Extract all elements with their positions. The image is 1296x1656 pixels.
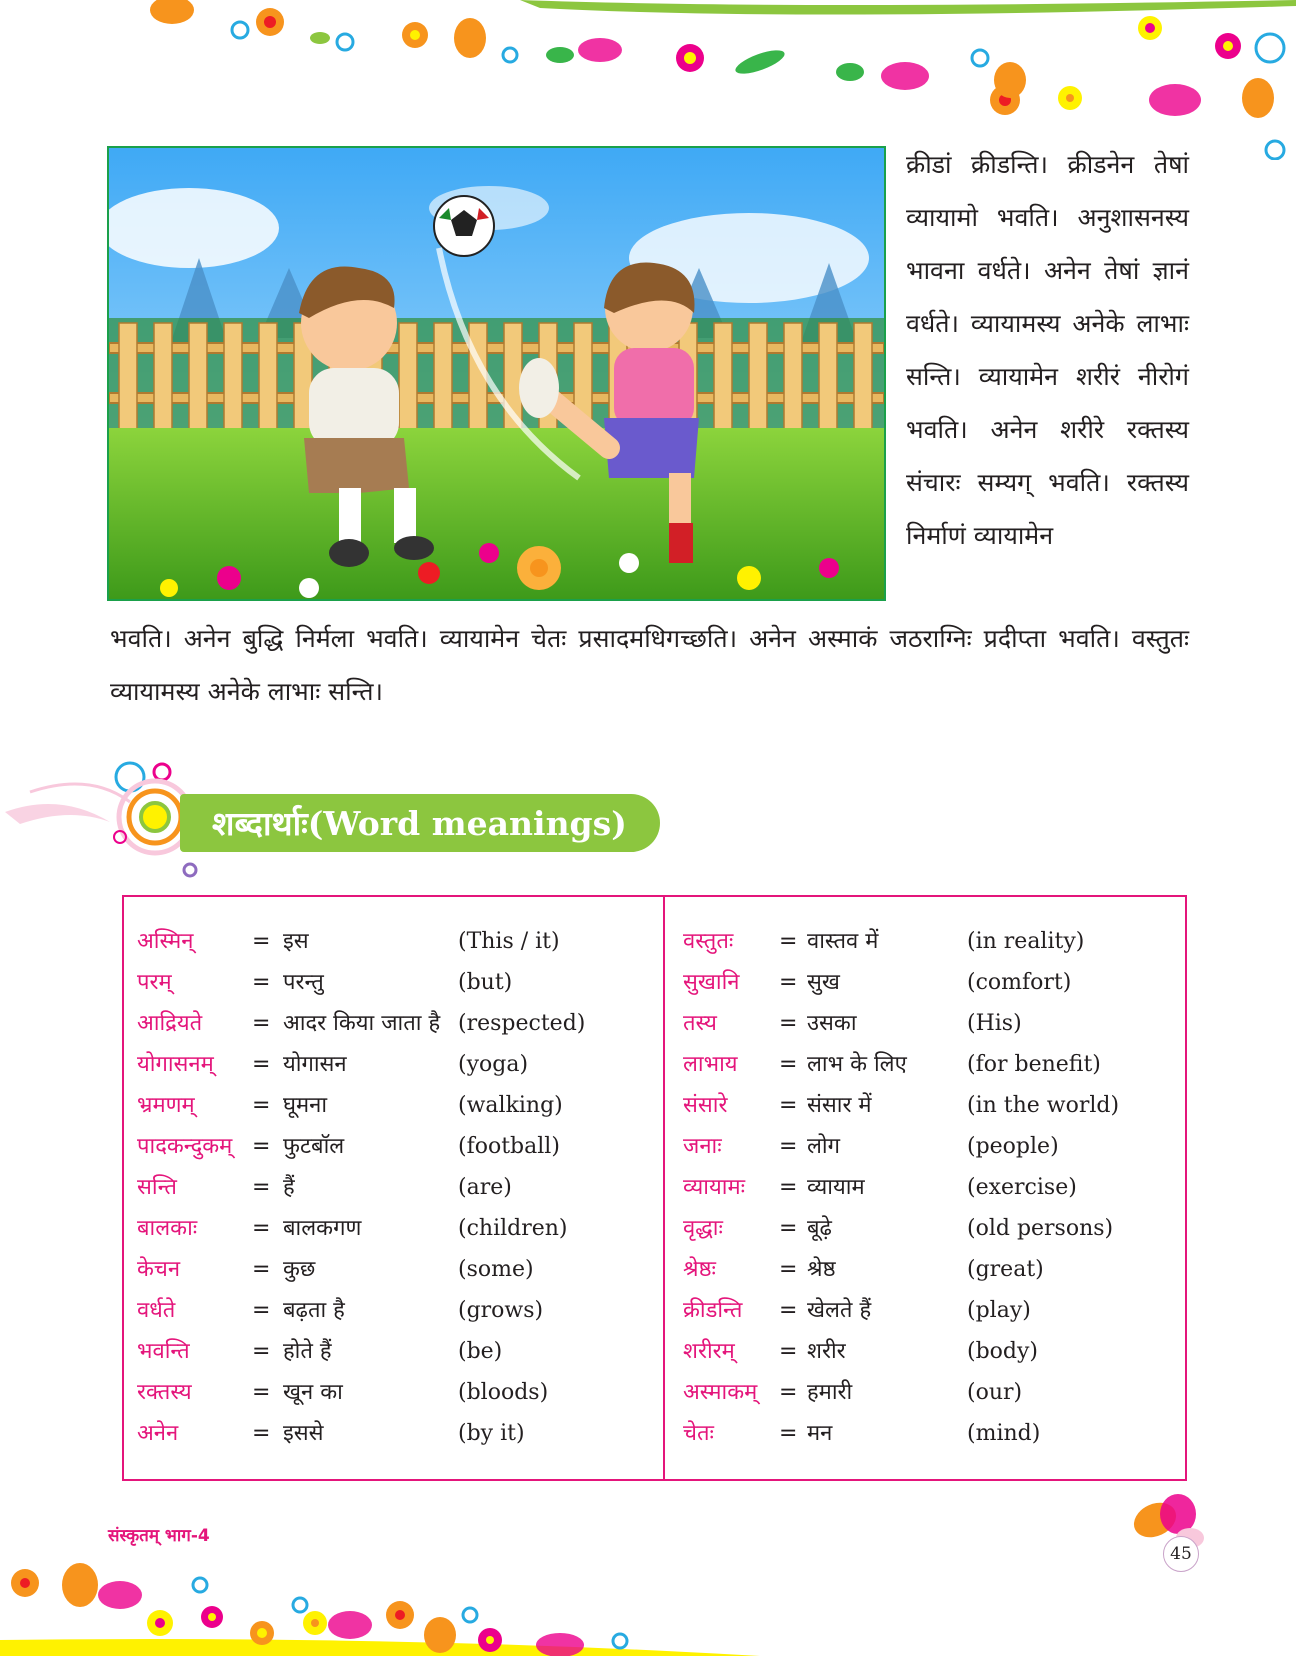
glossary-row — [137, 1413, 657, 1454]
equals-sign: = — [779, 1298, 798, 1323]
equals-sign: = — [252, 1257, 271, 1282]
hindi-meaning: संसार में — [807, 1093, 872, 1118]
sanskrit-word: लाभाय — [683, 1052, 738, 1077]
equals-sign: = — [779, 1216, 798, 1241]
sanskrit-word: भ्रमणम् — [137, 1093, 195, 1118]
hindi-meaning: हमारी — [807, 1380, 853, 1405]
hindi-meaning: बालकगण — [283, 1216, 362, 1241]
glossary-row — [683, 1126, 1183, 1167]
paragraph-text-side: क्रीडां क्रीडन्ति। क्रीडनेन तेषां व्यायामो भवति। अनुशासनस्य भावना वर्धते। अनेन तेषां ज्ञानं वर्धते। व्यायामस्य अनेके लाभाः सन्ति। व्यायामेन शरीरं नीरोगं भवति। अनेन शरीरे रक्तस्य संचारः सम्यग् भवति। रक्तस्य निर्माणं व्यायामेन — [906, 150, 1189, 550]
sanskrit-word: वृद्धाः — [683, 1216, 723, 1241]
english-meaning: (bloods) — [458, 1380, 549, 1405]
hindi-meaning: बढ़ता है — [283, 1298, 345, 1323]
hindi-meaning: मन — [807, 1421, 833, 1446]
hindi-meaning: सुख — [807, 970, 840, 995]
hindi-meaning: हैं — [283, 1175, 295, 1200]
glossary-row — [683, 1249, 1183, 1290]
sanskrit-word: वस्तुतः — [683, 929, 734, 954]
english-meaning: (comfort) — [967, 970, 1072, 995]
equals-sign: = — [779, 1093, 798, 1118]
sanskrit-word: चेतः — [683, 1421, 714, 1446]
hindi-meaning: कुछ — [283, 1257, 316, 1282]
hindi-meaning: खून का — [283, 1380, 343, 1405]
hindi-meaning: घूमना — [283, 1093, 328, 1118]
equals-sign: = — [779, 1339, 798, 1364]
english-meaning: (play) — [967, 1298, 1031, 1323]
english-meaning: (grows) — [458, 1298, 544, 1323]
hindi-meaning: खेलते हैं — [807, 1298, 872, 1323]
glossary-row — [137, 1003, 657, 1044]
equals-sign: = — [779, 1052, 798, 1077]
sanskrit-word: क्रीडन्ति — [683, 1298, 743, 1323]
equals-sign: = — [252, 1380, 271, 1405]
hindi-meaning: लाभ के लिए — [807, 1052, 907, 1077]
sanskrit-word: योगासनम् — [137, 1052, 214, 1077]
equals-sign: = — [252, 1052, 271, 1077]
equals-sign: = — [779, 1421, 798, 1446]
equals-sign: = — [252, 970, 271, 995]
equals-sign: = — [252, 1298, 271, 1323]
glossary-row — [137, 1290, 657, 1331]
glossary-row — [137, 1249, 657, 1290]
equals-sign: = — [252, 1339, 271, 1364]
hindi-meaning: लोग — [807, 1134, 841, 1159]
english-meaning: (football) — [458, 1134, 560, 1159]
equals-sign: = — [779, 1380, 798, 1405]
equals-sign: = — [779, 1134, 798, 1159]
english-meaning: (His) — [967, 1011, 1022, 1036]
sanskrit-word: तस्य — [683, 1011, 717, 1036]
sanskrit-word: आद्रियते — [137, 1011, 203, 1036]
glossary-row — [683, 1085, 1183, 1126]
sanskrit-word: व्यायामः — [683, 1175, 746, 1200]
english-meaning: (walking) — [458, 1093, 563, 1118]
hindi-meaning: फुटबॉल — [283, 1134, 345, 1159]
hindi-meaning: शरीर — [807, 1339, 846, 1364]
hindi-meaning: श्रेष्ठ — [807, 1257, 836, 1282]
sanskrit-word: केचन — [137, 1257, 181, 1282]
hindi-meaning: वास्तव में — [807, 929, 879, 954]
glossary-row — [683, 921, 1183, 962]
hindi-meaning: इससे — [283, 1421, 324, 1446]
equals-sign: = — [252, 1093, 271, 1118]
english-meaning: (people) — [967, 1134, 1059, 1159]
glossary-left-column — [137, 921, 657, 1454]
english-meaning: (for benefit) — [967, 1052, 1101, 1077]
equals-sign: = — [252, 1421, 271, 1446]
equals-sign: = — [779, 1257, 798, 1282]
english-meaning: (respected) — [458, 1011, 586, 1036]
column-divider — [663, 897, 665, 1479]
sanskrit-word: वर्धते — [137, 1298, 176, 1323]
english-meaning: (by it) — [458, 1421, 525, 1446]
english-meaning: (our) — [967, 1380, 1023, 1405]
paragraph-text-continued: भवति। अनेन बुद्धि निर्मला भवति। व्यायामेन चेतः प्रसादमधिगच्छति। अनेन अस्माकं जठराग्निः प्रदीप्ता भवति। वस्तुतः व्यायामस्य अनेके लाभाः सन्ति। — [110, 624, 1189, 706]
word-meanings-table — [122, 895, 1187, 1481]
english-meaning: (yoga) — [458, 1052, 529, 1077]
english-meaning: (be) — [458, 1339, 503, 1364]
glossary-row — [137, 1208, 657, 1249]
sanskrit-word: रक्तस्य — [137, 1380, 192, 1405]
sanskrit-word: बालकाः — [137, 1216, 198, 1241]
english-meaning: (but) — [458, 970, 513, 995]
bottom-floral-border — [0, 1545, 1296, 1656]
equals-sign: = — [252, 1134, 271, 1159]
glossary-row — [683, 1290, 1183, 1331]
glossary-row — [137, 1372, 657, 1413]
sanskrit-word: जनाः — [683, 1134, 722, 1159]
glossary-row — [137, 1126, 657, 1167]
hindi-meaning: होते हैं — [283, 1339, 332, 1364]
glossary-row — [683, 1003, 1183, 1044]
sanskrit-word: पादकन्दुकम् — [137, 1134, 233, 1159]
sanskrit-word: श्रेष्ठः — [683, 1257, 716, 1282]
page-number: 45 — [1163, 1536, 1199, 1572]
english-meaning: (are) — [458, 1175, 512, 1200]
butterfly-icon — [150, 0, 1274, 118]
hindi-meaning: योगासन — [283, 1052, 347, 1077]
sanskrit-word: शरीरम् — [683, 1339, 735, 1364]
equals-sign: = — [779, 1175, 798, 1200]
sanskrit-word: परम् — [137, 970, 172, 995]
glossary-row — [683, 1331, 1183, 1372]
equals-sign: = — [779, 929, 798, 954]
equals-sign: = — [779, 970, 798, 995]
glossary-row — [683, 1044, 1183, 1085]
sanskrit-word: अनेन — [137, 1421, 179, 1446]
sanskrit-word: अस्मिन् — [137, 929, 194, 954]
english-meaning: (some) — [458, 1257, 534, 1282]
glossary-row — [137, 1085, 657, 1126]
sanskrit-word: सुखानि — [683, 970, 740, 995]
english-meaning: (mind) — [967, 1421, 1041, 1446]
children-playing-football-illustration — [107, 146, 886, 601]
sanskrit-word: संसारे — [683, 1093, 728, 1118]
equals-sign: = — [252, 929, 271, 954]
english-meaning: (in reality) — [967, 929, 1085, 954]
top-floral-border — [0, 0, 1296, 160]
sanskrit-word: अस्माकम् — [683, 1380, 758, 1405]
football-icon — [434, 196, 494, 256]
section-heading: शब्दार्थाः(Word meanings) — [212, 804, 627, 843]
english-meaning: (exercise) — [967, 1175, 1077, 1200]
english-meaning: (body) — [967, 1339, 1039, 1364]
swirl-flower-icon — [5, 763, 196, 876]
english-meaning: (in the world) — [967, 1093, 1120, 1118]
hindi-meaning: इस — [283, 929, 309, 954]
hindi-meaning: बूढ़े — [807, 1216, 832, 1241]
glossary-row — [683, 1413, 1183, 1454]
english-meaning: (children) — [458, 1216, 568, 1241]
hindi-meaning: उसका — [807, 1011, 857, 1036]
glossary-row — [683, 1167, 1183, 1208]
sanskrit-word: सन्ति — [137, 1175, 177, 1200]
glossary-row — [137, 1044, 657, 1085]
glossary-row — [137, 962, 657, 1003]
hindi-meaning: आदर किया जाता है — [283, 1011, 441, 1036]
english-meaning: (This / it) — [458, 929, 560, 954]
book-title-footer: संस्कृतम् भाग-4 — [108, 1526, 210, 1546]
glossary-row — [137, 1331, 657, 1372]
hindi-meaning: व्यायाम — [807, 1175, 865, 1200]
equals-sign: = — [252, 1216, 271, 1241]
sanskrit-word: भवन्ति — [137, 1339, 190, 1364]
english-meaning: (great) — [967, 1257, 1044, 1282]
glossary-row — [137, 1167, 657, 1208]
equals-sign: = — [252, 1175, 271, 1200]
glossary-row — [137, 921, 657, 962]
equals-sign: = — [252, 1011, 271, 1036]
glossary-right-column — [683, 921, 1183, 1454]
glossary-row — [683, 1372, 1183, 1413]
hindi-meaning: परन्तु — [283, 970, 324, 995]
english-meaning: (old persons) — [967, 1216, 1114, 1241]
glossary-row — [683, 962, 1183, 1003]
glossary-row — [683, 1208, 1183, 1249]
equals-sign: = — [779, 1011, 798, 1036]
